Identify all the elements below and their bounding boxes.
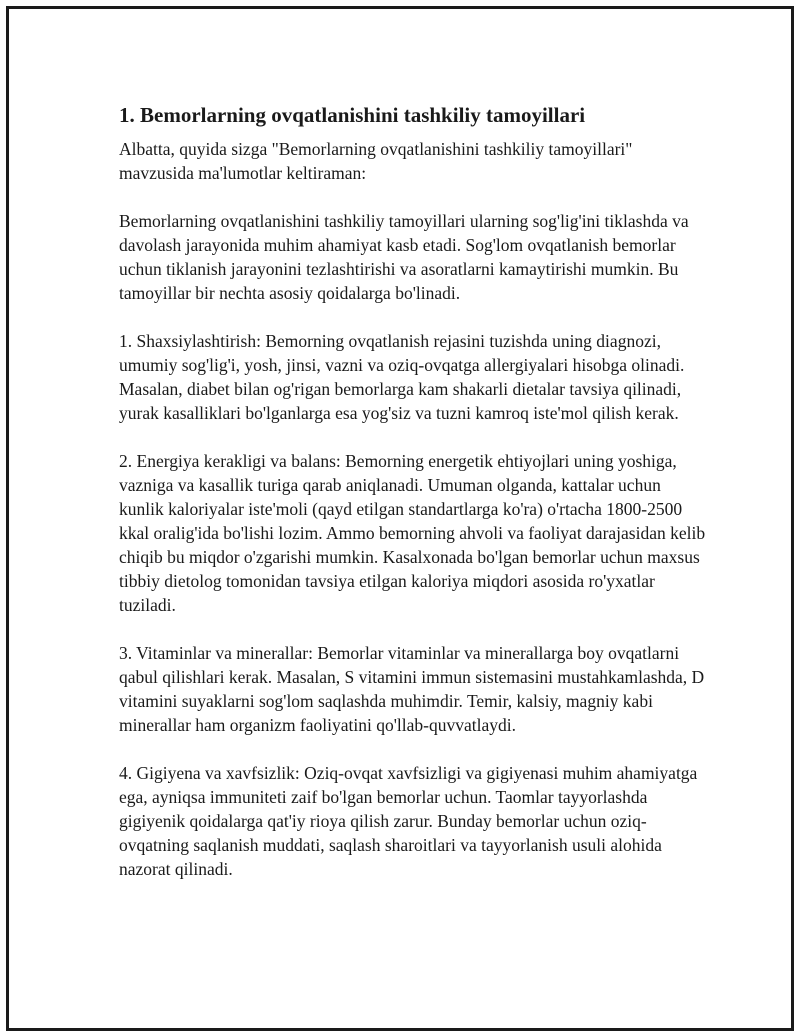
page-frame [6, 6, 794, 1031]
paragraph-intro: Albatta, quyida sizga "Bemorlarning ovqatlanishini tashkiliy tamoyillari" mavzusida ma'lumotlar keltiraman: [119, 139, 633, 183]
paragraph-energy-balance: 2. Energiya kerakligi va balans: Bemorning energetik ehtiyojlari uning yoshiga, vazniga va kasallik turiga qarab aniqlanadi. Umuman olganda, kattalar uchun kunlik kaloriyalar iste'moli (qayd etilgan standartlarga ko'ra) o'rtacha 1800-2500 kkal oralig'ida bo'lishi lozim. Ammo bemorning ahvoli va faoliyat darajasidan kelib chiqib bu miqdor o'zgarishi mumkin. Kasalxonada bo'lgan bemorlar uchun maxsus tibbiy dietolog tomonidan tavsiya etilgan kaloriya miqdori asosida ro'yxatlar tuziladi. [119, 451, 706, 615]
paragraph-vitamins-minerals: 3. Vitaminlar va minerallar: Bemorlar vitaminlar va minerallarga boy ovqatlarni qabul qilishlari kerak. Masalan, S vitamini immun sistemasini mustahkamlashda, D vitamini suyaklarni sog'lom saqlashda muhimdir. Temir, kalsiy, magniy kabi minerallar ham organizm faoliyatini qo'llab-quvvatlaydi. [119, 643, 705, 735]
document-body [119, 101, 709, 905]
paragraph-personalization: 1. Shaxsiylashtirish: Bemorning ovqatlanish rejasini tuzishda uning diagnozi, umumiy sog'lig'i, yosh, jinsi, vazni va oziq-ovqatga allergiyalari hisobga olinadi. Masalan, diabet bilan og'rigan bemorlarga kam shakarli dietalar tavsiya qilinadi, yurak kasalliklari bo'lganlarga esa yog'siz va tuzni kamroq iste'mol qilish kerak. [119, 331, 685, 423]
paragraph-overview: Bemorlarning ovqatlanishini tashkiliy tamoyillari ularning sog'lig'ini tiklashda va davolash jarayonida muhim ahamiyat kasb etadi. Sog'lom ovqatlanish bemorlar uchun tiklanish jarayonini tezlashtirishi va asoratlarni kamaytirishi mumkin. Bu tamoyillar bir nechta asosiy qoidalarga bo'linadi. [119, 211, 689, 303]
paragraph-hygiene-safety: 4. Gigiyena va xavfsizlik: Oziq-ovqat xavfsizligi va gigiyenasi muhim ahamiyatga ega, ayniqsa immuniteti zaif bo'lgan bemorlar uchun. Taomlar tayyorlashda gigiyenik qoidalarga qat'iy rioya qilish zarur. Bunday bemorlar uchun oziq-ovqatning saqlanish muddati, saqlash sharoitlari va tayyorlanish usuli alohida nazorat qilinadi. [119, 763, 698, 879]
document-title: 1. Bemorlarning ovqatlanishini tashkiliy tamoyillari [119, 103, 586, 127]
